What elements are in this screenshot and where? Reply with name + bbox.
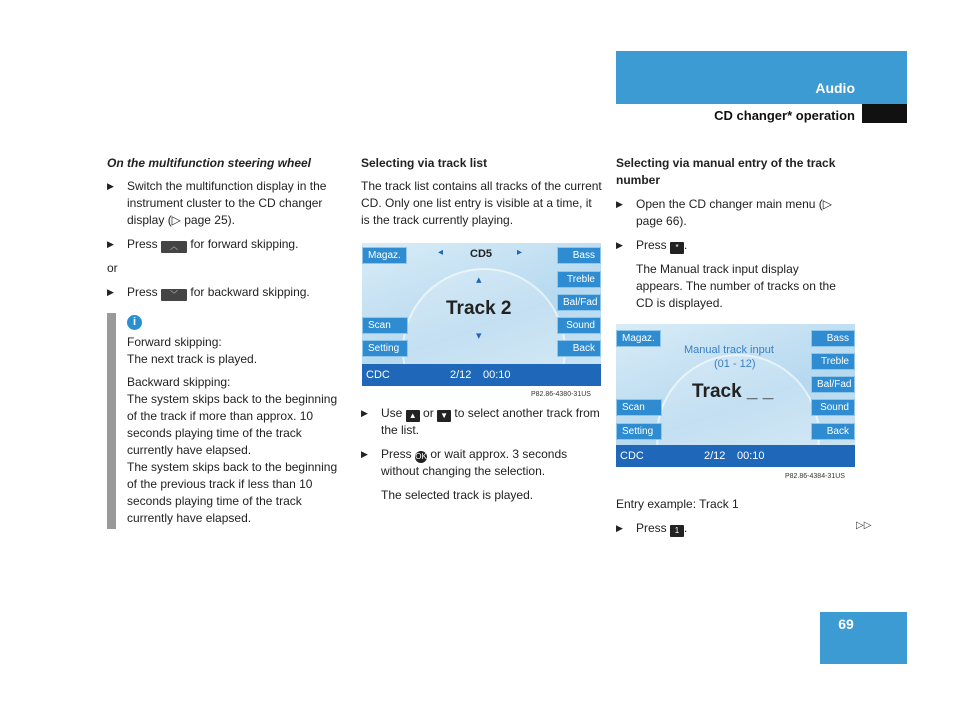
manual-input-title: Manual track input <box>684 344 774 356</box>
col1-heading: On the multifunction steering wheel <box>107 156 312 170</box>
magaz-button[interactable]: Magaz. <box>362 247 407 264</box>
info-backward-title: Backward skipping: <box>127 375 231 389</box>
col1-bullet-2: ▶ Press ︿ for forward skipping. <box>107 237 299 251</box>
bullet-marker-icon: ▶ <box>107 239 114 249</box>
track-display: Track 2 <box>446 298 512 319</box>
down-arrow-key-icon: ▼ <box>437 410 451 422</box>
status-source-2: CDC <box>620 450 644 462</box>
status-track: 2/12 <box>450 369 472 381</box>
bullet-marker-icon: ▶ <box>616 523 623 533</box>
bullet-marker-icon: ▶ <box>616 240 623 250</box>
skip-down-key-icon: ﹀ <box>161 289 187 301</box>
header-marker <box>862 104 907 123</box>
continue-icon: ▷▷ <box>856 520 872 531</box>
treble-button[interactable]: Treble <box>557 271 601 288</box>
col3-bullet-2: ▶ Press * . <box>616 238 688 252</box>
one-key-icon: 1 <box>670 525 684 537</box>
status-source: CDC <box>366 369 390 381</box>
bass-button-2[interactable]: Bass <box>811 330 855 347</box>
col3-example: Entry example: Track 1 <box>616 497 739 511</box>
manual-input-screen <box>616 324 855 467</box>
status-bar-2 <box>616 445 855 467</box>
up-arrow-key-icon: ▲ <box>406 410 420 422</box>
column-3 <box>616 155 864 312</box>
col3-bullet-3: ▶ Press 1 . <box>616 521 688 535</box>
col3-para: The Manual track input display appears. The number of tracks on the CD is displayed. <box>636 262 836 310</box>
col2-intro: The track list contains all tracks of the current CD. Only one list entry is visible at a time, it is the track currently playing. <box>361 179 602 227</box>
bullet-marker-icon: ▶ <box>107 181 114 191</box>
bass-button[interactable]: Bass <box>557 247 601 264</box>
ok-key-icon: OK <box>415 452 427 461</box>
arrow-up-icon[interactable]: ▴ <box>476 274 482 286</box>
status-bar <box>362 364 601 386</box>
scan-button-2[interactable]: Scan <box>616 399 662 416</box>
info-backward-text-2: The system skips back to the beginning of the previous track if less than 10 seconds playing time of the track currently have elapsed. <box>127 460 338 525</box>
bullet-marker-icon: ▶ <box>616 199 623 209</box>
setting-button[interactable]: Setting <box>362 340 408 357</box>
track-input-display: Track _ _ <box>692 381 774 402</box>
arrow-right-icon[interactable]: ▸ <box>517 247 523 258</box>
back-button[interactable]: Back <box>557 340 601 357</box>
setting-button-2[interactable]: Setting <box>616 423 662 440</box>
col2-result: The selected track is played. <box>381 488 534 502</box>
header-box <box>616 51 907 104</box>
bullet-marker-icon: ▶ <box>107 287 114 297</box>
skip-up-key-icon: ︿ <box>161 241 187 253</box>
screen-caption-2: P82.86-4384-31US <box>785 473 845 480</box>
scan-button[interactable]: Scan <box>362 317 408 334</box>
column-3-lower <box>616 496 864 537</box>
status-time: 00:10 <box>483 369 511 381</box>
col2-bullet-2: ▶ Press OK or wait approx. 3 seconds without changing the selection. <box>361 447 568 478</box>
screen-caption-1: P82.86-4380-31US <box>531 391 591 398</box>
page-number: 69 <box>838 616 854 632</box>
sound-button-2[interactable]: Sound <box>811 399 855 416</box>
section-title: Audio <box>815 80 855 96</box>
status-track-2: 2/12 <box>704 450 726 462</box>
manual-input-range: (01 - 12) <box>714 358 756 370</box>
info-box <box>127 313 347 527</box>
col1-bullet-1: ▶ Switch the multifunction display in the instrument cluster to the CD changer display (▷ page 25). <box>107 179 327 227</box>
magaz-button-2[interactable]: Magaz. <box>616 330 661 347</box>
bullet-marker-icon: ▶ <box>361 408 368 418</box>
column-1 <box>107 155 347 301</box>
info-forward-text: The next track is played. <box>127 352 258 366</box>
col1-or: or <box>107 261 118 275</box>
balfad-button[interactable]: Bal/Fad <box>557 294 601 311</box>
info-icon: i <box>127 315 142 330</box>
star-key-icon: * <box>670 242 684 254</box>
sound-button[interactable]: Sound <box>557 317 601 334</box>
col1-bullet-3: ▶ Press ﹀ for backward skipping. <box>107 285 310 299</box>
col2-bullet-1: ▶ Use ▲ or ▼ to select another track from the list. <box>361 406 600 437</box>
info-forward-title: Forward skipping: <box>127 335 222 349</box>
cd-label: CD5 <box>470 248 493 260</box>
info-bar <box>107 313 116 529</box>
info-backward-text-1: The system skips back to the beginning of the track if more than approx. 10 seconds playing time of the track currently have elapsed. <box>127 392 338 457</box>
bullet-marker-icon: ▶ <box>361 449 368 459</box>
subsection-title: CD changer* operation <box>714 108 855 123</box>
status-time-2: 00:10 <box>737 450 765 462</box>
col2-heading: Selecting via track list <box>361 156 488 170</box>
balfad-button-2[interactable]: Bal/Fad <box>811 376 855 393</box>
col3-bullet-1: ▶ Open the CD changer main menu (▷ page 66). <box>616 197 832 228</box>
column-2 <box>361 155 603 229</box>
track-list-screen <box>362 243 601 386</box>
column-2-lower <box>361 405 603 504</box>
arrow-left-icon[interactable]: ◂ <box>438 247 444 258</box>
back-button-2[interactable]: Back <box>811 423 855 440</box>
arrow-down-icon[interactable]: ▾ <box>476 330 482 342</box>
treble-button-2[interactable]: Treble <box>811 353 855 370</box>
col3-heading: Selecting via manual entry of the track number <box>616 156 836 187</box>
